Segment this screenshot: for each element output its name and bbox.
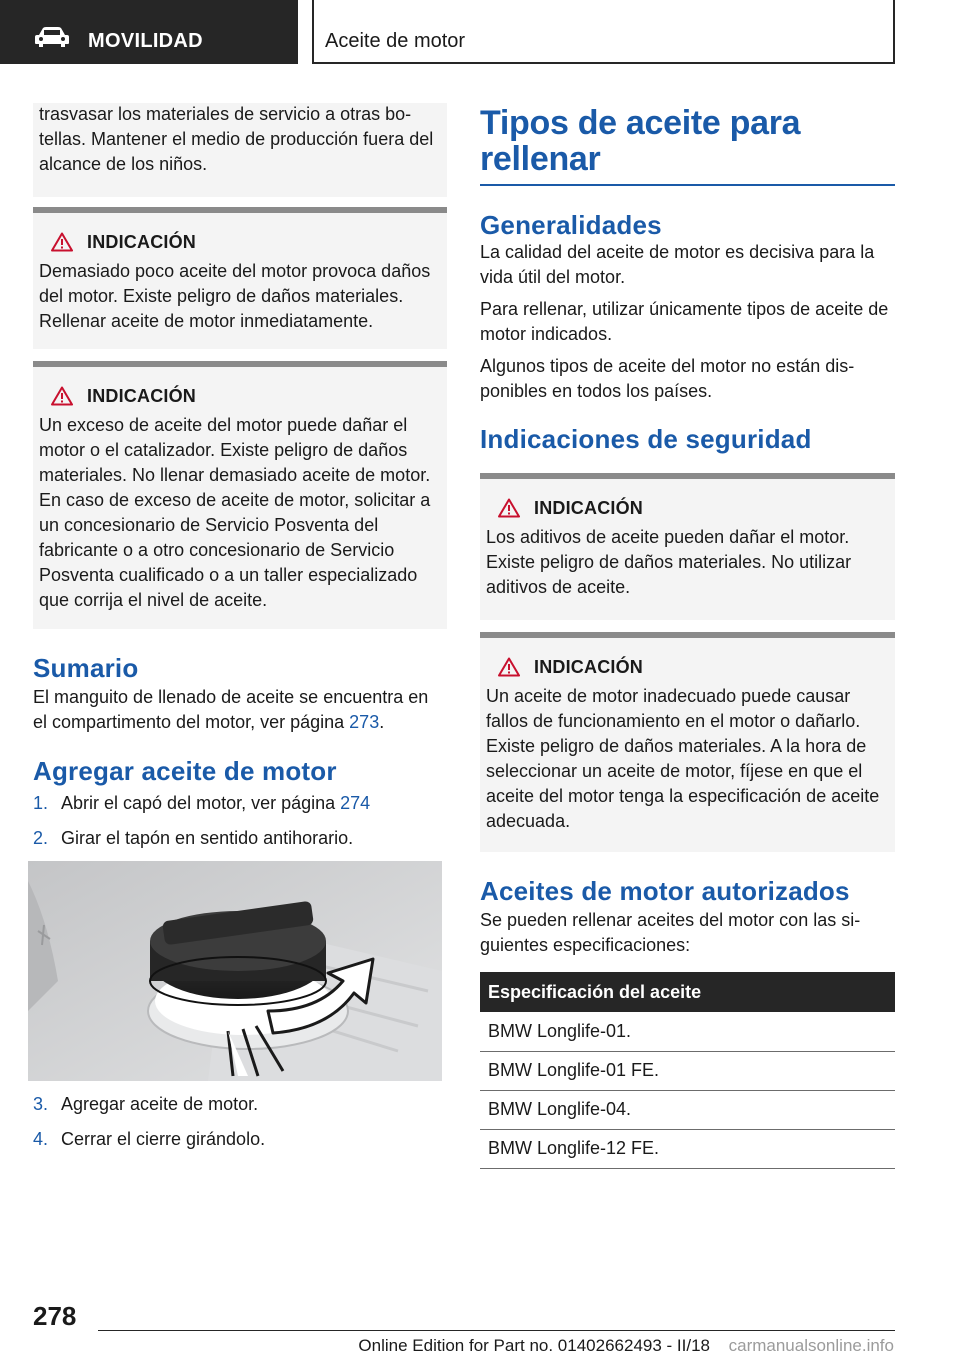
sumario-text: El manguito de llenado de aceite se encuentra en el compartimento del motor, ver página 273. [33, 687, 429, 732]
agregar-heading: Agregar aceite de motor [33, 756, 337, 786]
car-icon [34, 26, 70, 48]
note-text: Demasiado poco aceite del motor provoca daños del motor. Existe peligro de daños materiales. Rellenar aceite de motor inmediatamente. [39, 261, 431, 331]
footer-rule [98, 1330, 895, 1331]
oil-cap-photo [28, 861, 442, 1081]
note-title: INDICACIÓN [87, 231, 196, 252]
note-text: Los aditivos de aceite pueden dañar el motor. Existe peligro de daños materiales. No utilizar aditivos de aceite. [486, 527, 852, 597]
warning-triangle-icon [51, 386, 73, 406]
oil-spec-table [480, 972, 895, 1169]
note-title: INDICACIÓN [534, 656, 643, 677]
header-title: Aceite de motor [325, 30, 466, 52]
list-item: 4. Cerrar el cierre girándolo. [33, 1129, 266, 1149]
autorizados-heading: Aceites de motor autorizados [480, 876, 850, 906]
note-box-3 [480, 473, 895, 620]
table-row: BMW Longlife-04. [480, 1090, 895, 1129]
paragraph: Algunos tipos de aceite del motor no están disponibles en todos los países. [480, 356, 855, 401]
page-link-274[interactable]: 274 [340, 793, 371, 813]
intro-box [33, 103, 447, 197]
paragraph: Para rellenar, utilizar únicamente tipos de aceite de motor indicados. [480, 299, 889, 344]
footer-watermark: carmanualsonline.info [728, 1336, 894, 1355]
list-item: 3. Agregar aceite de motor. [33, 1094, 259, 1114]
warning-triangle-icon [498, 498, 520, 518]
steps-list-a [33, 791, 447, 851]
page-link-273[interactable]: 273 [349, 712, 380, 732]
autorizados-text: Se pueden rellenar aceites del motor con las siguientes especificaciones: [480, 910, 861, 955]
table-row: BMW Longlife-01. [480, 1012, 895, 1051]
intro-text: trasvasar los materiales de servicio a otras botellas. Mantener el medio de producción fuera del alcance de los niños. [39, 104, 434, 174]
note-text: Un aceite de motor inadecuado puede causar fallos de funcionamiento en el motor o dañarlo. Existe peligro de daños materiales. A la hora de seleccionar un aceite de motor, fíjese en que el aceite del motor tenga la especificación de aceite adecuada. [486, 686, 880, 831]
note-title: INDICACIÓN [87, 385, 196, 406]
sumario-heading: Sumario [33, 653, 139, 683]
footer-edition: Online Edition for Part no. 01402662493 - II/18 [358, 1336, 710, 1355]
note-title: INDICACIÓN [534, 497, 643, 518]
paragraph: La calidad del aceite de motor es decisiva para la vida útil del motor. [480, 242, 875, 287]
note-box-4 [480, 632, 895, 852]
warning-triangle-icon [51, 232, 73, 252]
seguridad-heading: Indicaciones de seguridad [480, 424, 812, 454]
list-item: 1. Abrir el capó del motor, ver página 274 [33, 793, 371, 813]
right-column [480, 103, 895, 1169]
warning-triangle-icon [498, 657, 520, 677]
table-row: BMW Longlife-01 FE. [480, 1051, 895, 1090]
left-column [33, 103, 447, 1162]
table-header: Especificación del aceite [480, 972, 895, 1012]
steps-list-b [33, 1092, 447, 1152]
list-item: 2. Girar el tapón en sentido antihorario. [33, 828, 354, 848]
title-rule [480, 184, 895, 186]
header-section-label: MOVILIDAD [88, 30, 203, 52]
generalidades-heading: Generalidades [480, 210, 662, 240]
table-row: BMW Longlife-12 FE. [480, 1129, 895, 1168]
header-section-tab [0, 0, 298, 64]
note-text: Un exceso de aceite del motor puede dañar el motor o el catalizador. Existe peligro de daños materiales. No llenar demasiado aceite de motor. En caso de exceso de aceite de motor, solicitar a un concesionario de Servicio Posventa del fabricante o a otro concesionario de Servicio Posventa cualificado o a un taller especializado que corrija el nivel de aceite. [39, 415, 431, 610]
note-box-1 [33, 207, 447, 349]
note-box-2 [33, 361, 447, 629]
page-number: 278 [33, 1301, 77, 1331]
page-section-title: Tipos de aceite para rellenar [480, 104, 801, 178]
